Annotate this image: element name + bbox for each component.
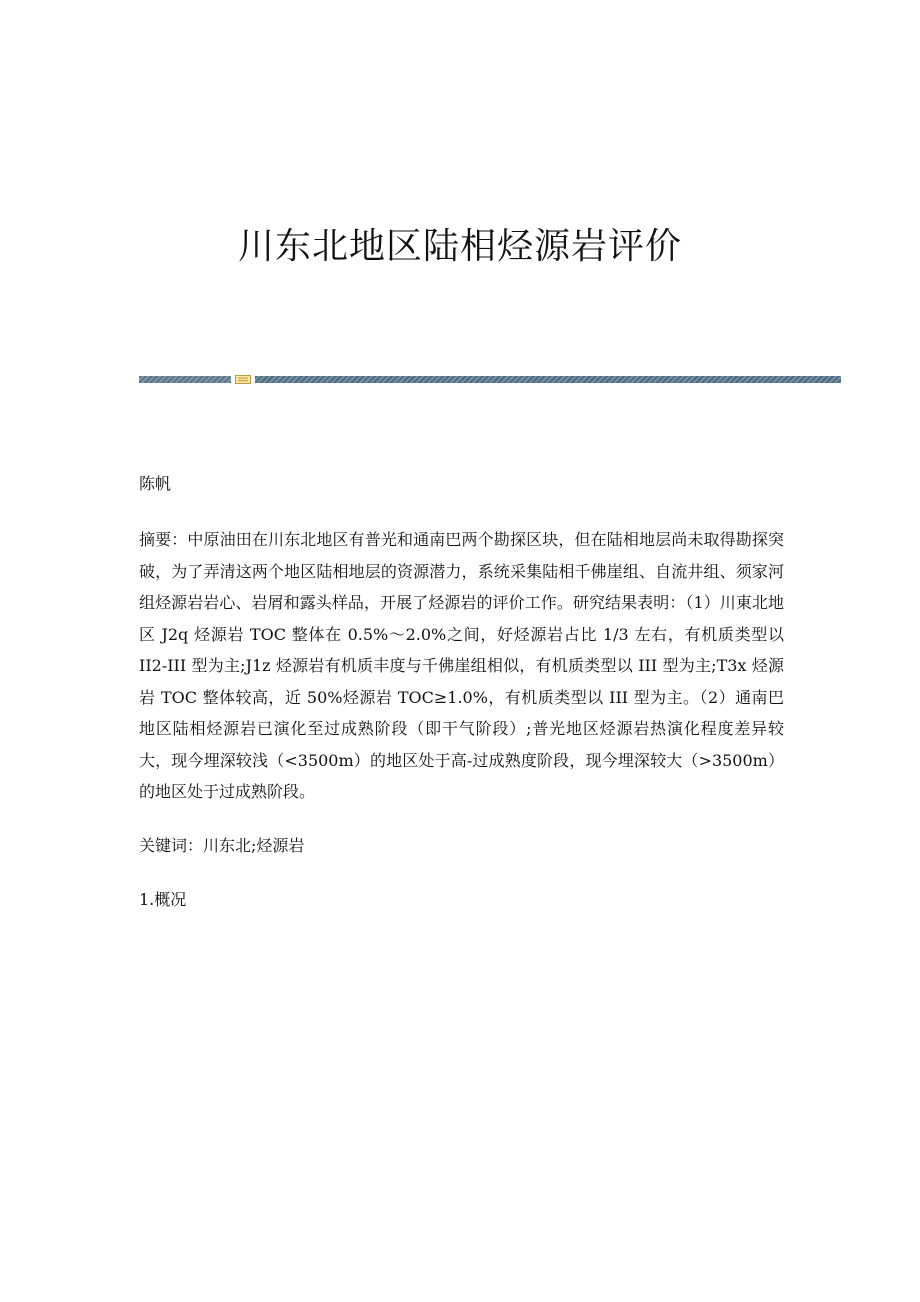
divider-bar-right (255, 376, 841, 383)
page-title: 川东北地区陆相烃源岩评价 (237, 226, 682, 267)
abstract-text: 中原油田在川东北地区有普光和通南巴两个勘探区块，但在陆相地层尚未取得勘探突破，为了弄清这两个地区陆相地层的资源潜力，系统采集陆相千佛崖组、自流井组、须家河组烃源岩岩心、岩屑和露头样品，开展了烃源岩的评价工作。研究结果表明：（1）川東北地区 J2q 烃源岩 TOC 整体在 0.5%～2.0%之间，好烃源岩占比 1/3 左右，有机质类型以 II2-III 型为主;J1z 烃源岩有机质丰度与千佛崖组相似，有机质类型以 III 型为主;T3x 烃源岩 TOC 整体较高，近 50%烃源岩 TOC≥1.0%，有机质类型以 III 型为主。（2）通南巴地区陆相烃源岩已演化至过成熟阶段（即干气阶段）;普光地区烃源岩热演化程度差异较大，现今埋深较浅（<3500m）的地区处于高-过成熟度阶段，现今埋深较大（>3500m）的地区处于过成熟阶段。 (139, 530, 784, 801)
divider-bar-left (139, 376, 231, 383)
author-name: 陈帆 (139, 474, 172, 493)
keywords-text: 川东北;烃源岩 (203, 835, 305, 855)
abstract-label: 摘要： (139, 530, 188, 549)
keywords-label: 关键词： (139, 835, 204, 855)
article-body (139, 470, 784, 914)
section-heading: 1.概况 (139, 889, 187, 909)
abstract-paragraph (139, 524, 784, 808)
title-divider (139, 375, 841, 384)
keywords-line (139, 832, 784, 860)
divider-emblem-icon (235, 375, 251, 384)
